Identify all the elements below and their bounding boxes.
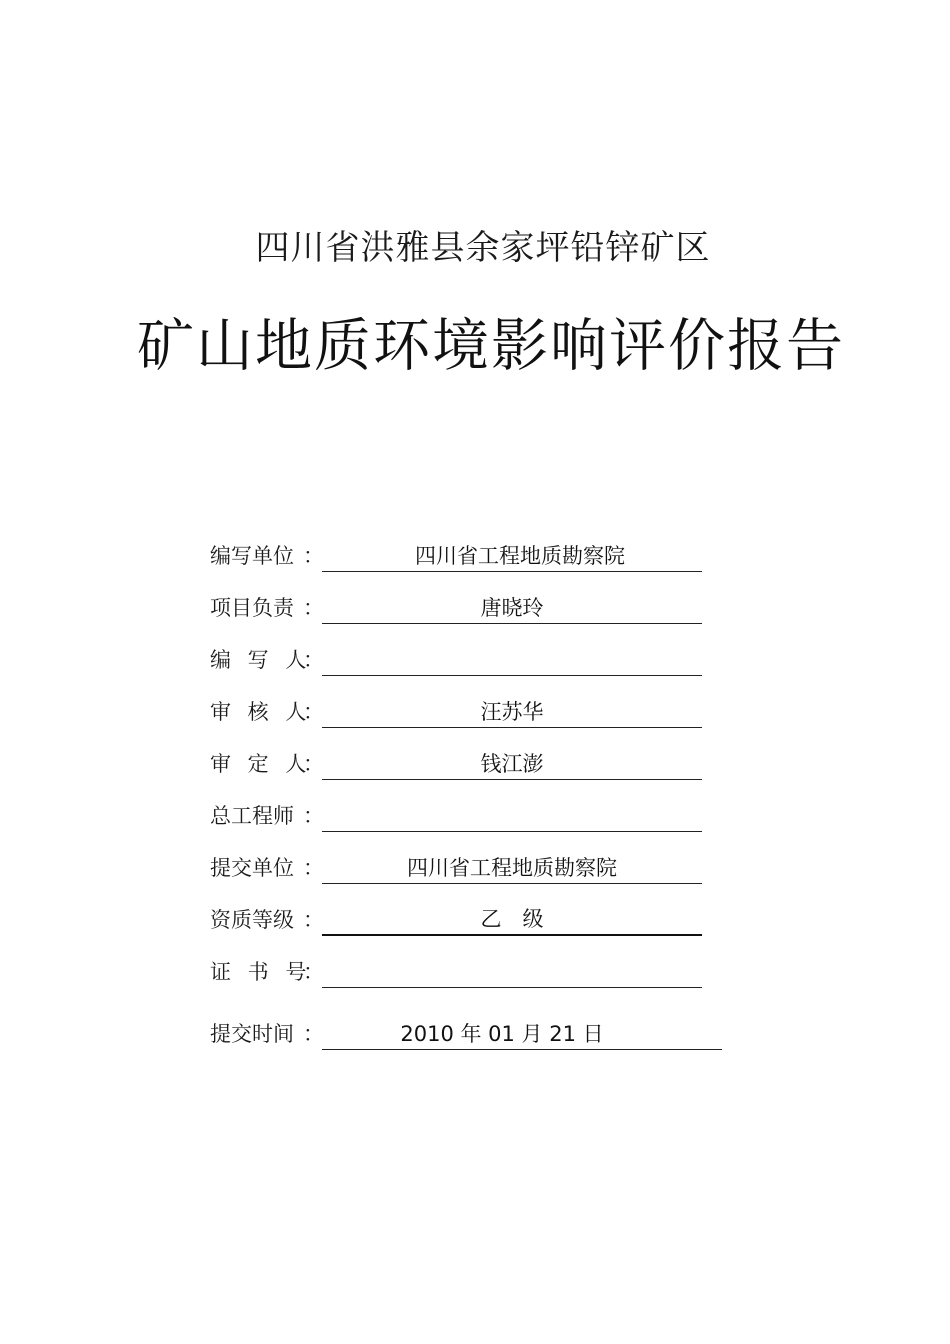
field-colon: ： (303, 700, 324, 724)
field-line (322, 747, 702, 780)
field-value: 乙 级 (480, 907, 544, 931)
report-subtitle: 四川省洪雅县余家坪铅锌矿区 (255, 228, 711, 268)
field-value: 四川省工程地质勘察院 (407, 856, 617, 880)
field-value: 钱江澎 (480, 752, 544, 776)
field-colon: ： (303, 596, 324, 620)
field-colon: ： (303, 752, 324, 776)
field-row-submitting-unit (210, 850, 730, 884)
field-line (322, 539, 702, 572)
field-colon: ： (303, 908, 324, 932)
field-line (322, 902, 702, 936)
field-label: 审 核 人 (210, 700, 307, 724)
field-value: 2010 年 01 月 21 日 (400, 1022, 604, 1046)
field-label: 编写单位 (210, 544, 294, 568)
field-colon: ： (303, 648, 324, 672)
field-label: 提交时间 (210, 1022, 294, 1046)
field-row-reviewer (210, 694, 730, 728)
field-row-certificate-no (210, 954, 730, 988)
field-line (322, 591, 702, 624)
field-label: 项目负责 (210, 596, 294, 620)
field-colon: ： (303, 544, 324, 568)
field-row-submission-date (210, 1016, 730, 1050)
field-line (322, 1017, 722, 1050)
field-line (322, 643, 702, 676)
field-colon: ： (303, 960, 324, 984)
field-label: 编 写 人 (210, 648, 307, 672)
field-value: 汪苏华 (480, 700, 544, 724)
field-label: 资质等级 (210, 908, 294, 932)
field-value: 唐晓玲 (480, 596, 544, 620)
field-label: 提交单位 (210, 856, 294, 880)
field-row-chief-engineer (210, 798, 730, 832)
field-line (322, 851, 702, 884)
field-line (322, 695, 702, 728)
field-row-project-lead (210, 590, 730, 624)
field-colon: ： (303, 1022, 324, 1046)
report-title: 矿山地质环境影响评价报告 (137, 313, 845, 379)
field-label: 总工程师 (210, 804, 294, 828)
field-row-writer (210, 642, 730, 676)
field-colon: ： (303, 804, 324, 828)
field-line (322, 955, 702, 988)
field-row-qualification (210, 902, 730, 936)
field-line (322, 799, 702, 832)
field-row-approver (210, 746, 730, 780)
field-value: 四川省工程地质勘察院 (415, 544, 625, 568)
field-colon: ： (303, 856, 324, 880)
field-label: 审 定 人 (210, 752, 307, 776)
field-row-author-unit (210, 538, 730, 572)
field-label: 证 书 号 (210, 960, 307, 984)
